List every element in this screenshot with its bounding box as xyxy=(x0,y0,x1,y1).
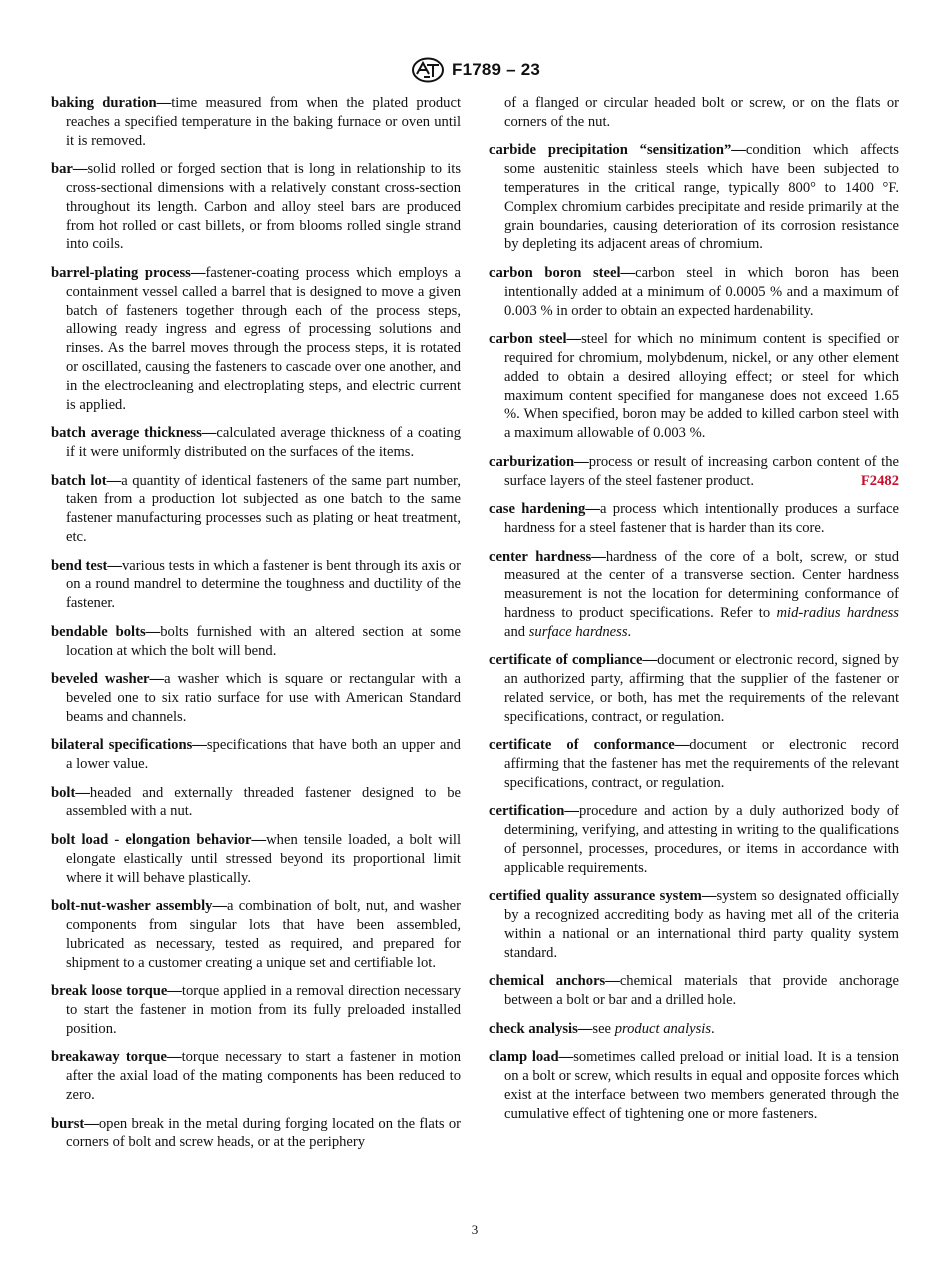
term: break loose torque— xyxy=(51,983,182,1000)
term: bolt-nut-washer assembly— xyxy=(51,898,228,915)
definition-entry xyxy=(51,472,461,547)
definition: a combination of bolt, nut, and washer components from singular lots that have been assembled, lubricated as necessary, tested as required, and prepared for shipment to a customer creating a unique set and certifiable lot. xyxy=(66,898,462,971)
definition-entry xyxy=(51,160,461,254)
definition: torque applied in a removal direction necessary to start the fastener in motion from its fully preloaded installed position. xyxy=(66,983,461,1037)
term: barrel-plating process— xyxy=(51,264,206,281)
term: certificate of compliance— xyxy=(489,652,658,669)
term: center hardness— xyxy=(489,548,606,565)
definition-text: and xyxy=(504,623,529,640)
definition-entry xyxy=(489,802,899,877)
definition: various tests in which a fastener is bent through its axis or on a round mandrel to determine the toughness and ductility of the fastener. xyxy=(66,557,461,612)
term: bar— xyxy=(51,161,88,178)
definition: steel for which no minimum content is specified or required for chromium, molybdenum, nickel, or any other element added to obtain a desired alloying effect; or steel for which maximum content specified for manganese does not exceed 1.65 %. When specified, boron may be added to killed carbon steel with a maximum allowable of 0.003 %. xyxy=(504,331,899,442)
definition-entry xyxy=(489,1048,899,1123)
definition-entry xyxy=(51,94,461,150)
definition: torque necessary to start a fastener in motion after the axial load of the mating components has been reduced to zero. xyxy=(66,1049,461,1104)
term: carbon boron steel— xyxy=(489,264,636,281)
definition-entry xyxy=(51,982,461,1038)
definition-entry xyxy=(51,264,461,414)
term: bilateral specifications— xyxy=(51,737,207,754)
term: bend test— xyxy=(51,557,122,574)
term: burst— xyxy=(51,1115,99,1132)
astm-logo-icon xyxy=(410,57,446,83)
right-column xyxy=(489,94,899,1133)
definition: see xyxy=(592,1020,612,1037)
definition-entry xyxy=(51,736,461,774)
definition-text: . xyxy=(627,623,632,640)
term: check analysis— xyxy=(489,1020,593,1037)
definition-entry xyxy=(51,897,461,972)
definition: condition which affects some austenitic stainless steels which have been subjected to temperatures in the critical range, typically 800° to 1400 °F. Complex chromium carbides precipitate and reside primarily at the grain boundaries, causing deterioration of its corrosion resistance by depleting its adjacent areas of chromium. xyxy=(504,142,899,253)
definition-entry xyxy=(489,736,899,792)
page-header xyxy=(0,56,950,84)
definition: headed and externally threaded fastener designed to be assembled with a nut. xyxy=(66,784,461,820)
term: beveled washer— xyxy=(51,671,165,688)
definition: document or electronic record, signed by an authorized party, affirming that the supplier of the fastener or related service, or both, has met the requirements of the relevant specifications, contract, or regulation. xyxy=(504,652,899,725)
definition-entry xyxy=(51,1115,461,1153)
term: bolt— xyxy=(51,784,90,801)
term: batch lot— xyxy=(51,472,122,489)
term: bolt load - elongation behavior— xyxy=(51,832,267,849)
term: certified quality assurance system— xyxy=(489,888,717,905)
definition: chemical materials that provide anchorage between a bolt or bar and a drilled hole. xyxy=(504,973,899,1009)
definition-entry xyxy=(51,1048,461,1104)
definition: system so designated officially by a recognized accrediting body as having met all of the criteria within a national or an international third party quality system standard. xyxy=(504,888,899,961)
term: carburization— xyxy=(489,453,589,470)
term: batch average thickness— xyxy=(51,425,217,442)
definition: hardness of the core of a bolt, screw, or stud measured at the center of a transverse section. Center hardness measurement is not the location for determining conformance of hardness to product specifications. Refer to xyxy=(504,548,900,621)
definition-continuation: of a flanged or circular headed bolt or screw, or on the flats or corners of the nut. xyxy=(504,95,899,130)
definition-entry xyxy=(489,548,899,642)
definition-entry xyxy=(489,330,899,443)
term: bendable bolts— xyxy=(51,623,161,640)
definition-entry xyxy=(51,670,461,726)
term: chemical anchors— xyxy=(489,973,620,990)
definition: solid rolled or forged section that is long in relationship to its cross-sectional dimensions with a relatively constant cross-section throughout its length. Carbon and alloy steel bars are produced from hot rolled or cast billets, or from blooms rolled single strand into coils. xyxy=(66,161,461,253)
term: carbide precipitation “sensitization”— xyxy=(489,142,746,159)
definition: a quantity of identical fasteners of the same part number, taken from a production lot subjected as one batch to the same fastener manufacturing processes such as plating or heat treatment, etc. xyxy=(66,472,461,545)
definition-entry xyxy=(489,453,899,491)
definition: sometimes called preload or initial load. It is a tension on a bolt or screw, which results in equal and opposite forces which exist at the interface between two members generated through the cumulative effect of tightening one or more fasteners. xyxy=(504,1049,900,1122)
definition-entry xyxy=(51,557,461,613)
term: baking duration— xyxy=(51,95,172,111)
definition-entry xyxy=(51,623,461,661)
term: case hardening— xyxy=(489,501,600,518)
definition-entry xyxy=(489,887,899,962)
definition: fastener-coating process which employs a containment vessel called a barrel that is designed to move a given batch of fasteners together through each of the process steps, allowing ready ingress and egress of processing solutions and rinses. As the barrel moves through the process steps, it is rotated or oscillated, causing the fasteners to cascade over one another, and in the electrocleaning and electroplating steps, and electric current is applied. xyxy=(66,264,461,413)
page-number: 3 xyxy=(471,1222,479,1237)
definition: a washer which is square or rectangular with a beveled one to six ratio surface for use with American Standard beams and channels. xyxy=(66,671,461,725)
definition: document or electronic record affirming that the fastener has met the requirements of the relevant specifications, contract, or regulation. xyxy=(504,737,899,791)
definition: time measured from when the plated product reaches a specified temperature in the baking furnace or oven until it is removed. xyxy=(66,95,462,149)
cross-reference: mid-radius hardness xyxy=(776,604,899,621)
cross-reference: product analysis xyxy=(614,1020,712,1037)
left-column xyxy=(51,94,461,1162)
definition: calculated average thickness of a coating if it were uniformly distributed on the surfaces of the items. xyxy=(66,425,461,460)
cross-reference: surface hardness xyxy=(528,623,628,640)
term: carbon steel— xyxy=(489,331,582,348)
term: clamp load— xyxy=(489,1049,574,1066)
definition-entry xyxy=(489,651,899,726)
document-id: F1789 – 23 xyxy=(451,60,540,79)
definition-entry xyxy=(489,141,899,254)
definition: bolts furnished with an altered section at some location at which the bolt will bend. xyxy=(66,623,461,659)
definition-entry xyxy=(489,500,899,538)
definition: procedure and action by a duly authorized body of determining, verifying, and attesting in writing to the qualifications of personnel, processes, procedures, or items in accordance with applicable requirements. xyxy=(504,803,899,876)
definition-entry xyxy=(51,424,461,462)
definition-entry xyxy=(489,972,899,1010)
term: breakaway torque— xyxy=(51,1049,182,1066)
definition-entry xyxy=(51,784,461,822)
definition: carbon steel in which boron has been intentionally added at a minimum of 0.0005 % and a maximum of 0.003 % in order to obtain an expected hardenability. xyxy=(504,264,899,319)
definition-entry xyxy=(51,831,461,887)
definition-entry xyxy=(489,1020,899,1039)
definition: a process which intentionally produces a surface hardness for a steel fastener that is harder than its core. xyxy=(504,501,899,536)
term: certification— xyxy=(489,803,579,820)
definition: process or result of increasing carbon content of the surface layers of the steel fastener product. xyxy=(504,453,899,489)
term: certificate of conformance— xyxy=(489,737,690,754)
definition: specifications that have both an upper and a lower value. xyxy=(66,737,461,773)
definition-entry xyxy=(489,264,899,320)
reference-link-f2482[interactable]: F2482 xyxy=(860,472,899,489)
definition: when tensile loaded, a bolt will elongate elastically until stressed beyond its proportional limit where it will behave plastically. xyxy=(66,832,462,886)
definition-text: . xyxy=(711,1020,715,1037)
definition: open break in the metal during forging located on the flats or corners of bolt and screw heads, or at the periphery xyxy=(66,1115,461,1151)
